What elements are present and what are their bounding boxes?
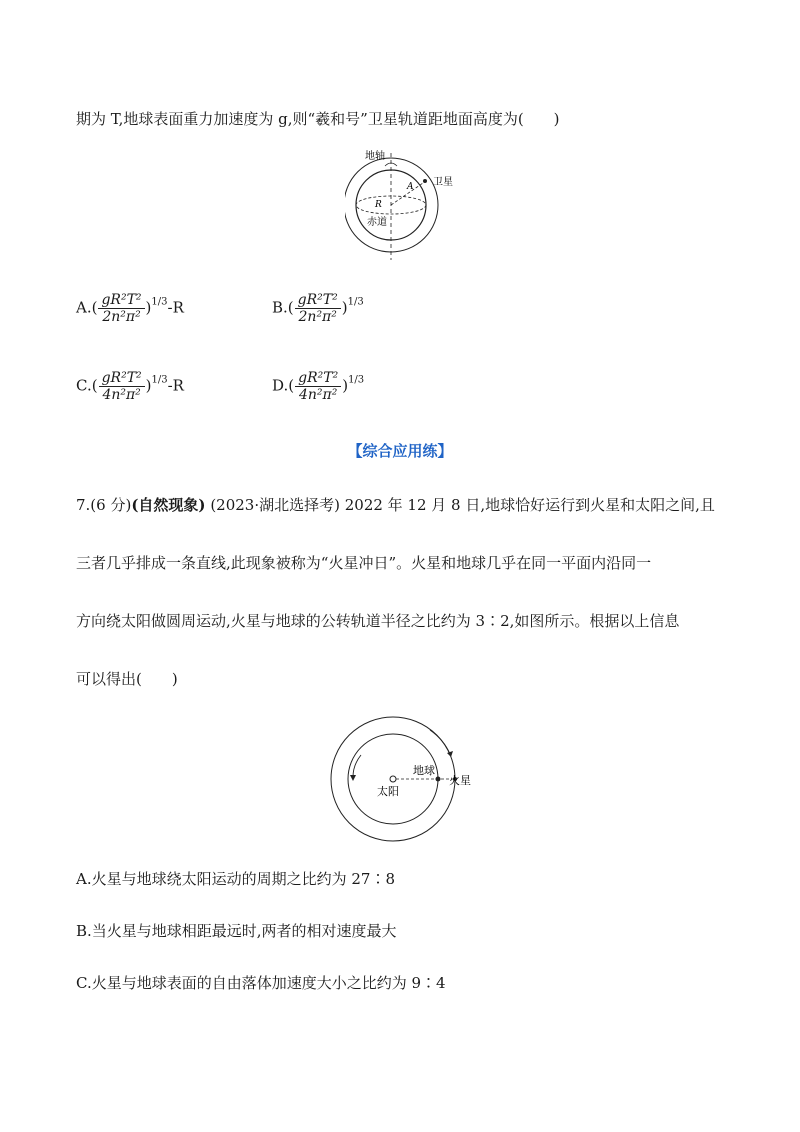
q6-option-a: A.( $\frac{\text{gR²T²}}{\text{2n²π²}}$ )$^{1/3}$-R [76, 292, 184, 325]
earth-dot [436, 777, 441, 782]
q7-option-b: B.当火星与地球相距最远时,两者的相对速度最大 [76, 922, 397, 940]
mars-direction-arrow [430, 730, 450, 754]
orbit-figure [325, 715, 485, 845]
mars-arrow-head [447, 751, 453, 757]
earth-arrow-head [350, 775, 356, 781]
q7-option-a: A.火星与地球绕太阳运动的周期之比约为 27∶8 [76, 870, 396, 888]
satellite-dot [423, 179, 427, 183]
q6-option-c: C.( $\frac{\text{gR²T²}}{\text{4n²π²}}$ )$^{1/3}$-R [76, 370, 184, 403]
q7-line3: 方向绕太阳做圆周运动,火星与地球的公转轨道半径之比约为 3∶2,如图所示。根据以上信息 [76, 612, 680, 630]
section-heading: 【综合应用练】 [347, 442, 453, 460]
earth-orbit-figure [345, 145, 475, 265]
sun-icon [390, 776, 396, 782]
q7-number: 7.(6 分) [76, 496, 132, 514]
axis-label: 地轴 [365, 151, 385, 162]
q6-stem: 期为 T,地球表面重力加速度为 g,则“羲和号”卫星轨道距地面高度为( ) [76, 110, 560, 128]
q6-option-b: B.( $\frac{\text{gR²T²}}{\text{2n²π²}}$ )$^{1/3}$ [272, 292, 364, 325]
earth-label: 地球 [413, 764, 435, 777]
q7-tag: (自然现象) [131, 496, 206, 514]
a-label: A [407, 182, 414, 192]
q7-line1-text: (2023·湖北选择考) 2022 年 12 月 8 日,地球恰好运行到火星和太阳之间,且 [210, 496, 715, 514]
sun-label: 太阳 [377, 785, 399, 798]
q7-line4: 可以得出( ) [76, 670, 178, 688]
r-label: R [375, 200, 382, 210]
q7-line1 [76, 494, 715, 515]
q7-line2: 三者几乎排成一条直线,此现象被称为“火星冲日”。火星和地球几乎在同一平面内沿同一 [76, 554, 652, 572]
mars-label: 火星 [449, 774, 471, 787]
q7-option-c: C.火星与地球表面的自由落体加速度大小之比约为 9∶4 [76, 974, 446, 992]
q6-option-d: D.( $\frac{\text{gR²T²}}{\text{4n²π²}}$ )$^{1/3}$ [272, 370, 365, 403]
equator-label: 赤道 [367, 217, 387, 228]
satellite-label: 卫星 [433, 177, 453, 188]
earth-direction-arrow [353, 755, 361, 777]
